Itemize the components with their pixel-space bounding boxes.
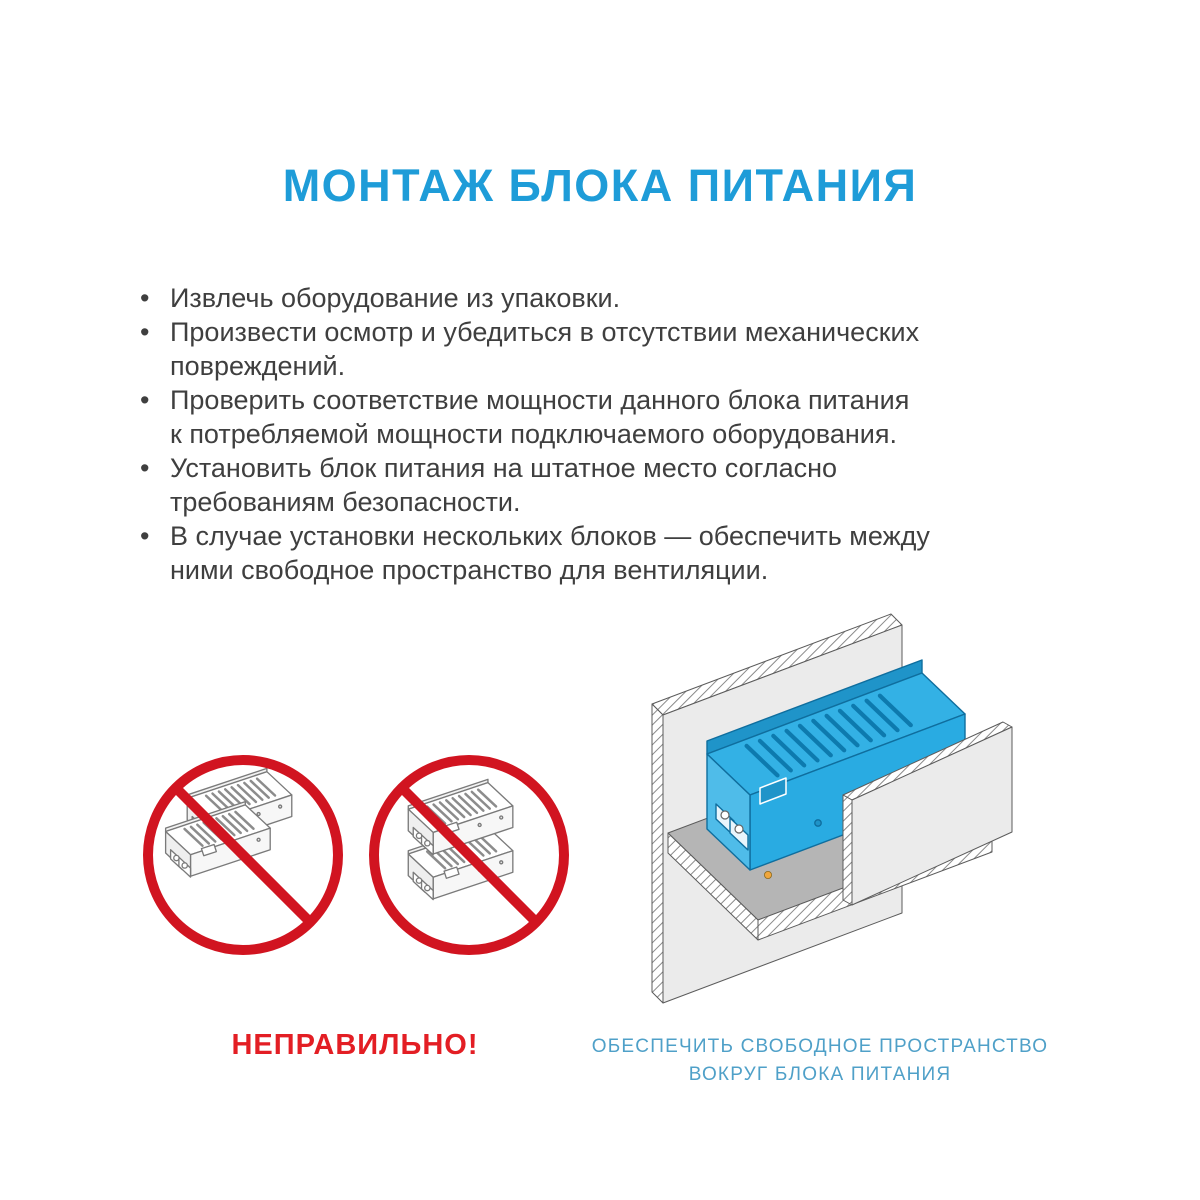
instruction-line: В случае установки нескольких блоков — обеспечить между bbox=[170, 521, 930, 551]
wire-grommet bbox=[764, 871, 771, 878]
screw bbox=[815, 820, 821, 826]
instruction-line: Произвести осмотр и убедиться в отсутствии механических bbox=[170, 317, 920, 347]
prohibition-sign-side-by-side-icon bbox=[138, 750, 348, 960]
correct-caption bbox=[590, 1033, 1050, 1089]
instruction-line: Проверить соответствие мощности данного блока питания bbox=[170, 385, 910, 415]
prohibition-sign-stacked-icon bbox=[364, 750, 574, 960]
instruction-line: к потребляемой мощности подключаемого оборудования. bbox=[170, 419, 897, 449]
instruction-item bbox=[140, 383, 1060, 451]
bullet-dot: • bbox=[140, 453, 150, 483]
bullet-dot: • bbox=[140, 521, 150, 551]
instruction-item bbox=[140, 281, 1060, 315]
correct-caption-line2: ВОКРУГ БЛОКА ПИТАНИЯ bbox=[688, 1064, 952, 1085]
instruction-line: Извлечь оборудование из упаковки. bbox=[170, 283, 621, 313]
instruction-list bbox=[140, 281, 1060, 587]
bullet-dot: • bbox=[140, 317, 150, 347]
correct-caption-line1: ОБЕСПЕЧИТЬ СВОБОДНОЕ ПРОСТРАНСТВО bbox=[591, 1036, 1049, 1057]
wrong-label: НЕПРАВИЛЬНО! bbox=[231, 1029, 479, 1061]
instruction-item bbox=[140, 519, 1060, 587]
bullet-dot: • bbox=[140, 283, 150, 313]
instruction-line: ними свободное пространство для вентиляции. bbox=[170, 555, 769, 585]
instruction-item bbox=[140, 315, 1060, 383]
instruction-line: повреждений. bbox=[170, 351, 346, 381]
instruction-line: требованиям безопасности. bbox=[170, 487, 521, 517]
instruction-line: Установить блок питания на штатное место согласно bbox=[170, 453, 838, 483]
page-title: МОНТАЖ БЛОКА ПИТАНИЯ bbox=[282, 160, 918, 211]
instruction-item bbox=[140, 451, 1060, 519]
bullet-dot: • bbox=[140, 385, 150, 415]
installation-illustration bbox=[630, 608, 1050, 1018]
